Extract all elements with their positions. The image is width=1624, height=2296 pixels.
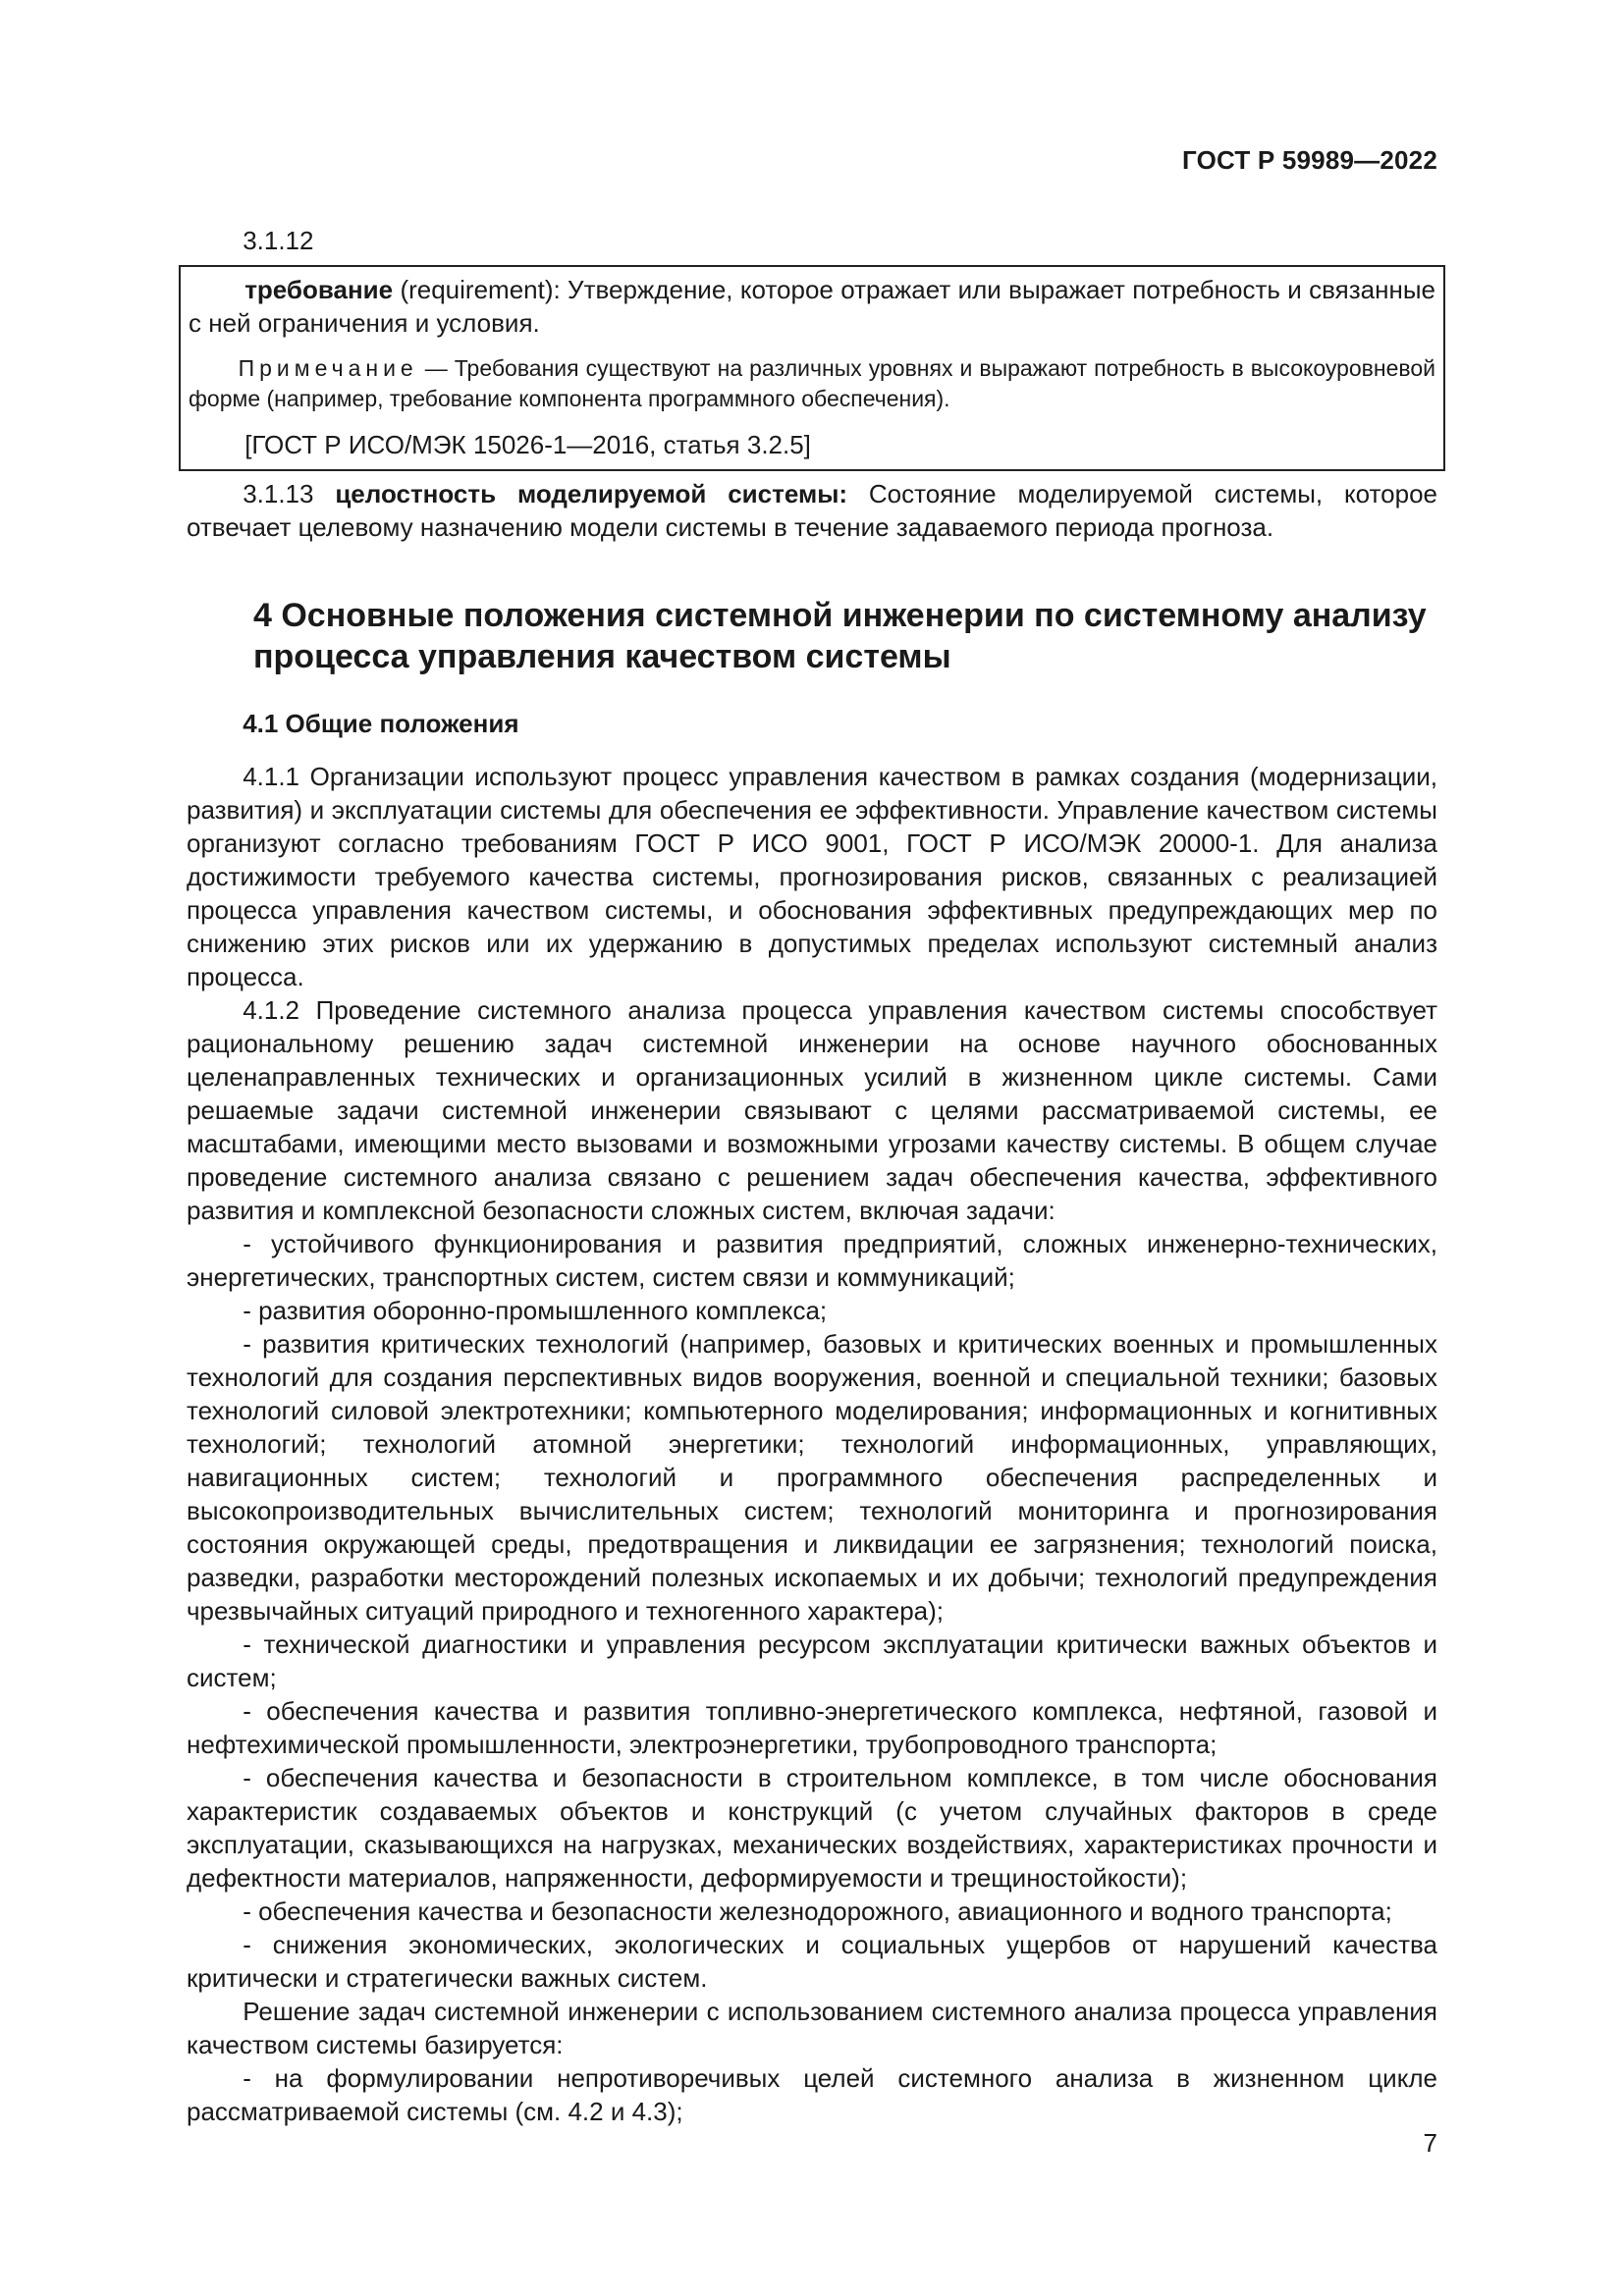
list-item: - развития критических технологий (например, базовых и критических военных и промышленных технологий для создания перспективных видов вооружения, военной и специальной техники; базовых технологий силовой электротехники; компьютерного моделирования; информационных и когнитивных технологий; технологий атомной энергетики; технологий информационных, управляющих, навигационных систем; технологий и программного обеспечения распределенных и высокопроизводительных вычислительных систем; технологий мониторинга и прогнозирования состояния окружающей среды, предотвращения и ликвидации ее загрязнения; технологий поиска, разведки, разработки месторождений полезных ископаемых и их добычи; технологий предупреждения чрезвычайных ситуаций природного и техногенного характера); [187,1329,1437,1626]
section-4-heading [187,595,1437,677]
term-3-1-13 [187,477,1437,544]
paragraph-4-1-1: 4.1.1 Организации используют процесс управления качеством в рамках создания (модернизации, развития) и эксплуатации системы для обеспечения ее эффективности. Управление качеством системы организуют согласно требованиям ГОСТ Р ИСО 9001, ГОСТ Р ИСО/МЭК 20000-1. Для анализа достижимости требуемого качества системы, прогнозирования рисков, связанных с реализацией процесса управления качеством системы, и обоснования эффективных предупреждающих мер по снижению этих рисков или их удержанию в допустимых пределах используют системный анализ процесса. [187,762,1437,991]
term-name: требование [244,275,394,304]
paragraph-4-1-2: 4.1.2 Проведение системного анализа процесса управления качеством системы способствует рациональному решению задач системной инженерии на основе научного обоснованных целенаправленных технических и организационных усилий в жизненном цикле системы. Сами решаемые задачи системной инженерии связывают с целями рассматриваемой системы, ее масштабами, имеющими место вызовами и возможными угрозами качеству системы. В общем случае проведение системного анализа связано с решением задач обеспечения качества, эффективного развития и комплексной безопасности сложных систем, включая задачи: [187,995,1437,1225]
term-3-1-13-number: 3.1.13 [243,479,336,508]
term-source: [ГОСТ Р ИСО/МЭК 15026-1—2016, статья 3.2.5] [244,430,811,459]
list-item: - снижения экономических, экологических и социальных ущербов от нарушений качества критически и стратегически важных систем. [187,1930,1437,1993]
term-number: 3.1.12 [243,226,314,255]
note-text: — Требования существуют на различных уровнях и выражают потребность в высокоуровневой форме (например, требование компонента программного обеспечения). [189,355,1435,411]
section-4-heading-line1: 4 Основные положения системной инженерии по системному анализу [253,597,1427,634]
paragraph-basis: Решение задач системной инженерии с использованием системного анализа процесса управления качеством системы базируется: [187,1997,1437,2059]
list-item: - устойчивого функционирования и развития предприятий, сложных инженерно-технических, энергетических, транспортных систем, систем связи и коммуникаций; [187,1229,1437,1292]
note-label: Примечание [238,355,418,381]
term-definition-text: (requirement): Утверждение, которое отражает или выражает потребность и связанные с ней ограничения и условия. [189,275,1435,338]
section-4-1-heading: 4.1 Общие положения [243,709,519,738]
term-3-1-13-name: целостность моделируемой системы: [335,479,848,508]
list-item: - обеспечения качества и безопасности железнодорожного, авиационного и водного транспорта; [243,1896,1392,1926]
term-definition-box [179,265,1445,471]
list-item: - развития оборонно-промышленного комплекса; [243,1296,828,1325]
document-code: ГОСТ Р 59989—2022 [1182,145,1437,175]
term-definition [189,273,1435,340]
term-3-1-13-definition: Состояние моделируемой системы, которое отвечает целевому назначению модели системы в течение задаваемого периода прогноза. [187,479,1437,542]
term-note [189,353,1435,414]
list-item: - на формулировании непротиворечивых целей системного анализа в жизненном цикле рассматриваемой системы (см. 4.2 и 4.3); [187,2063,1437,2126]
page-content [187,224,1437,2128]
list-item: - обеспечения качества и развития топливно-энергетического комплекса, нефтяной, газовой и нефтехимической промышленности, электроэнергетики, трубопроводного транспорта; [187,1696,1437,1759]
page-number: 7 [1423,2128,1437,2158]
section-4-heading-line2: процесса управления качеством системы [253,638,951,675]
list-item: - технической диагностики и управления ресурсом эксплуатации критически важных объектов и систем; [187,1629,1437,1692]
list-item: - обеспечения качества и безопасности в строительном комплексе, в том числе обоснования характеристик создаваемых объектов и конструкций (с учетом случайных факторов в среде эксплуатации, сказывающихся на нагрузках, механических воздействиях, характеристиках прочности и дефектности материалов, напряженности, деформируемости и трещиностойкости); [187,1763,1437,1893]
